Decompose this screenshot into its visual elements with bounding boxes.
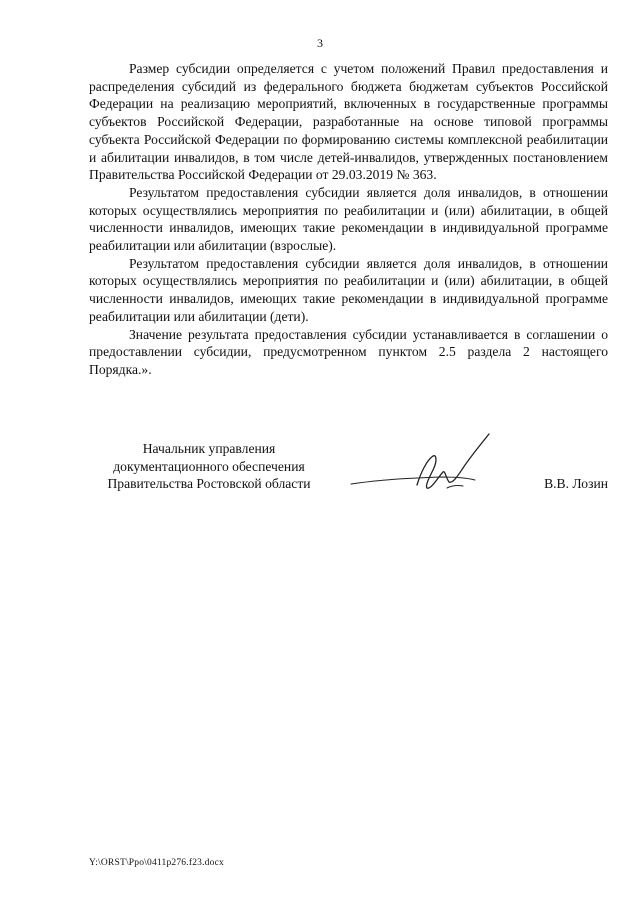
signer-title-line: Начальник управления bbox=[142, 441, 276, 456]
signer-name: В.В. Лозин bbox=[544, 476, 608, 491]
handwritten-signature bbox=[347, 428, 517, 508]
paragraph-result-adults: Результатом предоставления субсидии является доля инвалидов, в отношении которых осуществлялись мероприятия по реабилитации и (или) абилитации, в общей численности инвалидов, имеющих такие рекомендации в индивидуальной программе реабилитации или абилитации (взрослые). bbox=[89, 184, 608, 254]
paragraph-subsidy-size: Размер субсидии определяется с учетом положений Правил предоставления и распределения субсидий из федерального бюджета бюджетам субъектов Российской Федерации на реализацию мероприятий, включенных в государственные программы субъектов Российской Федерации, разработанные на основе типовой программы субъекта Российской Федерации по формированию системы комплексной реабилитации и абилитации инвалидов, в том числе детей-инвалидов, утвержденных постановлением Правительства Российской Федерации от 29.03.2019 № 363. bbox=[89, 61, 608, 183]
signer-title-line: документационного обеспечения bbox=[113, 458, 305, 474]
page-number: 3 bbox=[317, 36, 323, 50]
signature-block bbox=[89, 440, 608, 510]
paragraph-result-children: Результатом предоставления субсидии является доля инвалидов, в отношении которых осуществлялись мероприятия по реабилитации и (или) абилитации, в общей численности инвалидов, имеющих такие рекомендации в индивидуальной программе реабилитации или абилитации (дети). bbox=[89, 255, 608, 324]
signer-title bbox=[89, 440, 329, 493]
paragraph-result-value: Значение результата предоставления субсидии устанавливается в соглашении о предоставлении субсидии, предусмотренном пунктом 2.5 раздела 2 настоящего Порядка.». bbox=[89, 326, 608, 377]
signer-title-line: Правительства Ростовской области bbox=[107, 476, 311, 492]
file-path-footer: Y:\ORST\Ppo\0411p276.f23.docx bbox=[89, 858, 224, 868]
document-body bbox=[89, 60, 608, 379]
